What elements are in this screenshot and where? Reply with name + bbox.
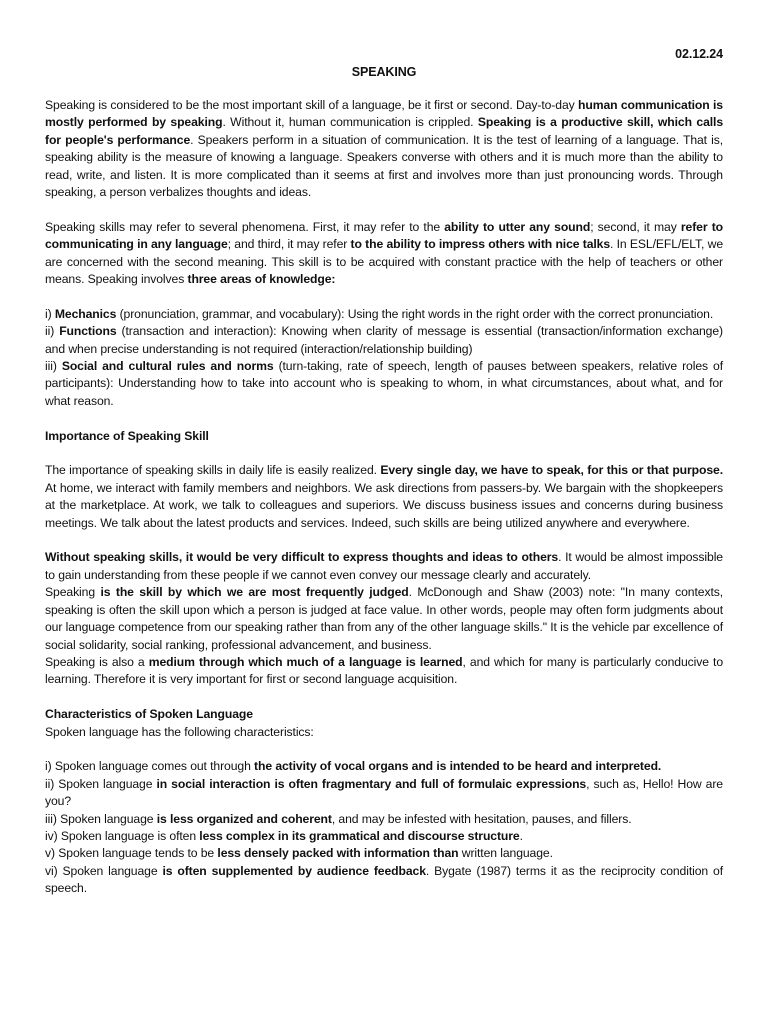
- emphasis-text: is the skill by which we are most frequently judged: [100, 585, 409, 600]
- emphasis-text: human communication is mostly performed by speaking: [45, 98, 723, 130]
- area-item-functions: [45, 323, 723, 358]
- characteristic-item: [45, 828, 723, 845]
- emphasis-text: refer to communicating in any language: [45, 219, 723, 252]
- text-run: iv) Spoken language is often: [45, 828, 200, 843]
- characteristic-item: [45, 776, 723, 811]
- characteristic-item: [45, 758, 723, 775]
- text-run: , and which for many is particularly conducive to learning. Therefore it is very important for first or second language acquisition.: [45, 654, 723, 687]
- characteristic-item: [45, 811, 723, 828]
- emphasis-text: Mechanics: [54, 306, 117, 321]
- emphasis-text: less densely packed with information than: [217, 846, 459, 861]
- without-speaking-paragraph: [45, 549, 723, 584]
- emphasis-text: medium through which much of a language is learned: [148, 654, 463, 669]
- emphasis-text: Without speaking skills, it would be very difficult to express thoughts and ideas to others: [45, 550, 559, 565]
- emphasis-text: in social interaction is often fragmentary and full of formulaic expressions: [156, 776, 587, 791]
- importance-paragraph: [45, 462, 723, 532]
- text-run: The importance of speaking skills in daily life is easily realized.: [45, 463, 381, 478]
- document-date: 02.12.24: [675, 47, 723, 61]
- text-run: Speaking is also a: [45, 654, 149, 669]
- text-run: (pronunciation, grammar, and vocabulary): Using the right words in the right order with the correct pronunciation.: [116, 306, 714, 321]
- medium-paragraph: [45, 654, 723, 689]
- document-title: SPEAKING: [351, 65, 417, 79]
- text-run: . In ESL/EFL/ELT, we are concerned with the second meaning. This skill is to be acquired with constant practice with the help of teachers or other means. Speaking involves: [45, 237, 723, 287]
- text-run: ; and third, it may refer: [227, 237, 351, 252]
- section-heading-characteristics: Characteristics of Spoken Language: [45, 707, 253, 722]
- text-run: v) Spoken language tends to be: [45, 846, 218, 861]
- document-body: [45, 97, 723, 898]
- text-run: , such as, Hello! How are you?: [45, 776, 723, 809]
- text-run: Speaking is considered to be the most important skill of a language, be it first or second. Day-to-day: [45, 98, 579, 112]
- emphasis-text: ability to utter any sound: [444, 219, 591, 234]
- emphasis-text: to the ability to impress others with nice talks: [350, 237, 611, 252]
- text-run: . Bygate (1987) terms it as the reciprocity condition of speech.: [45, 863, 723, 896]
- text-run: written language.: [458, 846, 553, 861]
- text-run: . McDonough and Shaw (2003) note: "In many contexts, speaking is often the skill upon which a person is judged at face value. In other words, people may often form judgments about our language competence from our speaking rather than from any of the other language skills." It is the vehicle par excellence of social solidarity, social ranking, professional advancement, and business.: [45, 585, 724, 652]
- text-run: .: [519, 828, 523, 843]
- text-run: i): [45, 306, 55, 321]
- text-run: ; second, it may: [590, 219, 681, 234]
- text-run: ii) Spoken language: [45, 776, 157, 791]
- text-run: At home, we interact with family members and neighbors. We ask directions from passers-by. We bargain with the shopkeepers at the marketplace. At work, we talk to colleagues and superiors. We discuss business issues and concerns during business meetings. We talk about the latest products and services. Indeed, such skills are being utilized anywhere and everywhere.: [45, 480, 723, 530]
- text-run: ii): [45, 324, 60, 339]
- emphasis-text: Functions: [59, 324, 117, 339]
- text-run: iii) Spoken language: [45, 811, 157, 826]
- emphasis-text: less complex in its grammatical and discourse structure: [199, 828, 520, 843]
- text-run: vi) Spoken language: [45, 863, 163, 878]
- text-run: . Speakers perform in a situation of communication. It is the test of learning of a language. That is, speaking ability is the measure of knowing a language. Speakers converse with others and it is much more than the ability to read, write, and listen. It is more complicated than it seems at first and involves more than just pronouncing words. Through speaking, a person verbalizes thoughts and ideas.: [45, 132, 724, 200]
- text-run: i) Spoken language comes out through: [45, 759, 255, 774]
- text-run: Speaking skills may refer to several phenomena. First, it may refer to the: [45, 219, 445, 234]
- intro-paragraph: [45, 97, 723, 201]
- text-run: (transaction and interaction): Knowing when clarity of message is essential (transaction/information exchange) and when precise understanding is not required (interaction/relationship building): [45, 324, 723, 356]
- emphasis-text: is often supplemented by audience feedback: [162, 863, 426, 878]
- text-run: iii): [45, 359, 62, 374]
- emphasis-text: Speaking is a productive skill, which calls for people's performance: [45, 115, 724, 147]
- emphasis-text: three areas of knowledge:: [187, 272, 336, 287]
- text-run: . It would be almost impossible to gain understanding from these people if we cannot even convey our message clearly and accurately.: [45, 550, 723, 582]
- emphasis-text: Social and cultural rules and norms: [61, 359, 274, 374]
- characteristic-item: [45, 863, 723, 898]
- characteristics-intro: Spoken language has the following characteristics:: [45, 724, 314, 739]
- judged-paragraph: [45, 584, 723, 654]
- section-heading-importance: Importance of Speaking Skill: [45, 428, 209, 443]
- characteristic-item: [45, 845, 723, 862]
- text-run: , and may be infested with hesitation, pauses, and fillers.: [331, 811, 632, 826]
- phenomena-paragraph: [45, 219, 723, 289]
- text-run: . Without it, human communication is crippled.: [222, 115, 478, 130]
- emphasis-text: Every single day, we have to speak, for this or that purpose.: [380, 463, 723, 478]
- emphasis-text: the activity of vocal organs and is intended to be heard and interpreted.: [254, 759, 662, 774]
- area-item-mechanics: [45, 306, 723, 323]
- text-run: Speaking: [45, 585, 101, 600]
- text-run: (turn-taking, rate of speech, length of pauses between speakers, relative roles of participants): Understanding how to take into account who is speaking to whom, in what circumstances, about what, and for what reason.: [45, 359, 723, 408]
- emphasis-text: is less organized and coherent: [156, 811, 332, 826]
- area-item-social-rules: [45, 358, 723, 410]
